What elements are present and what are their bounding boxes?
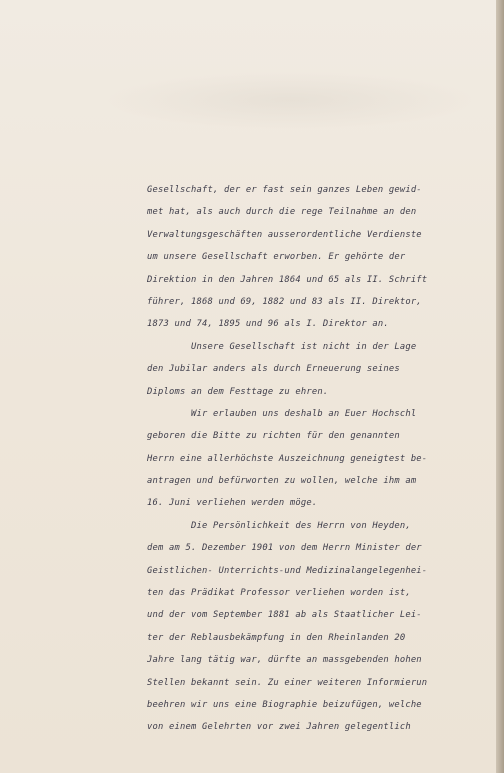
text-line: Stellen bekannt sein. Zu einer weiteren Informierun bbox=[147, 677, 428, 688]
text-line: und der vom September 1881 ab als Staatlicher Lei- bbox=[147, 610, 422, 621]
page-edge-shadow bbox=[496, 0, 504, 773]
text-line: beehren wir uns eine Biographie beizufügen, welche bbox=[147, 699, 422, 710]
text-line: Geistlichen- Unterrichts-und Medizinalangelegenhei- bbox=[147, 565, 428, 576]
text-line: dem am 5. Dezember 1901 von dem Herrn Minister der bbox=[147, 543, 422, 554]
text-line: ter der Reblausbekämpfung in den Rheinlanden 20 bbox=[147, 632, 406, 643]
text-line: Die Persönlichkeit des Herrn von Heyden, bbox=[147, 520, 411, 531]
text-line: von einem Gelehrten vor zwei Jahren gelegentlich bbox=[147, 722, 411, 733]
text-line: Wir erlauben uns deshalb an Euer Hochschl bbox=[147, 408, 417, 419]
text-line: Direktion in den Jahren 1864 und 65 als II. Schrift bbox=[147, 274, 428, 285]
text-line: Unsere Gesellschaft ist nicht in der Lage bbox=[147, 341, 417, 352]
text-line: um unsere Gesellschaft erworben. Er gehörte der bbox=[147, 252, 406, 263]
text-line: antragen und befürworten zu wollen, welche ihm am bbox=[147, 476, 417, 487]
text-line: Herrn eine allerhöchste Auszeichnung geneigtest be- bbox=[147, 453, 428, 464]
text-line: Jahre lang tätig war, dürfte an massgebenden hohen bbox=[147, 655, 422, 666]
text-line: den Jubilar anders als durch Erneuerung seines bbox=[147, 364, 400, 375]
text-line: Diploms an dem Festtage zu ehren. bbox=[147, 386, 329, 397]
faint-stamp-mark bbox=[100, 70, 480, 130]
text-line: ten das Prädikat Professor verliehen worden ist, bbox=[147, 588, 411, 599]
typed-letter-body bbox=[147, 179, 492, 739]
text-line: Verwaltungsgeschäften ausserordentliche Verdienste bbox=[147, 229, 422, 240]
text-line: geboren die Bitte zu richten für den genannten bbox=[147, 431, 400, 442]
text-line: met hat, als auch durch die rege Teilnahme an den bbox=[147, 207, 417, 218]
text-line: führer, 1868 und 69, 1882 und 83 als II. Direktor, bbox=[147, 296, 422, 307]
text-line: 1873 und 74, 1895 und 96 als I. Direktor an. bbox=[147, 319, 389, 330]
text-line: 16. Juni verliehen werden möge. bbox=[147, 498, 318, 509]
text-line: Gesellschaft, der er fast sein ganzes Leben gewid- bbox=[147, 185, 422, 195]
